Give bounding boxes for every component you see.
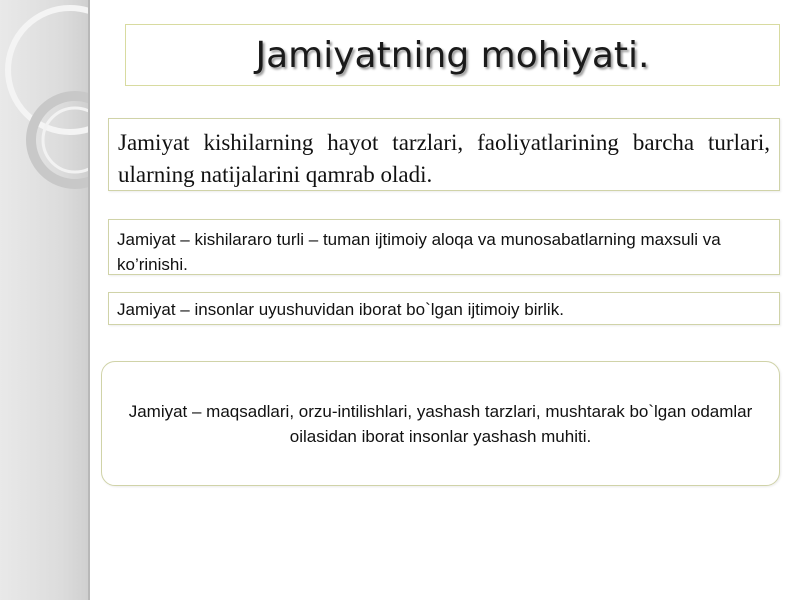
definition-box-4: Jamiyat – maqsadlari, orzu-intilishlari, yashash tarzlari, mushtarak bo`lgan odamlar oilasidan iborat insonlar yashash muhiti. (101, 361, 780, 486)
title-box (125, 24, 780, 86)
decorative-ring-large (8, 8, 88, 132)
slide-title: Jamiyatning mohiyati. (255, 34, 650, 76)
definition-box-1: Jamiyat kishilarning hayot tarzlari, faoliyatlarining barcha turlari, ularning natijalarini qamrab oladi. (108, 118, 780, 191)
definition-box-3: Jamiyat – insonlar uyushuvidan iborat bo`lgan ijtimoiy birlik. (108, 292, 780, 325)
decorative-side-panel (0, 0, 90, 600)
decorative-ring-inner (43, 108, 88, 172)
decorative-rings (0, 0, 88, 600)
definition-box-2: Jamiyat – kishilararo turli – tuman ijtimoiy aloqa va munosabatlarning maxsuli va ko’rinishi. (108, 219, 780, 275)
